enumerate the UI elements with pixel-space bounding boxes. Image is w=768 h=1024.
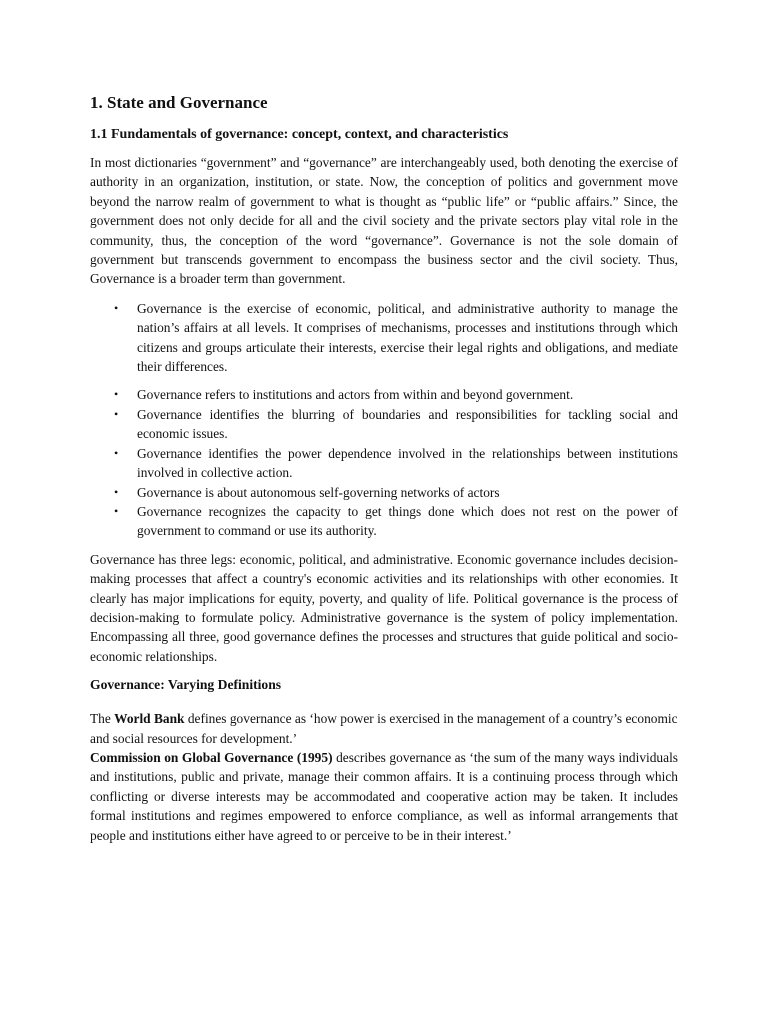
list-item — [114, 299, 678, 377]
list-item-text: Governance recognizes the capacity to get things done which does not rest on the power of government to command or use its authority. — [137, 503, 678, 539]
list-item-text: Governance is the exercise of economic, political, and administrative authority to manage the nation’s affairs at all levels. It comprises of mechanisms, processes and institutions through which citizens and groups articulate their interests, exercise their legal rights and obligations, and mediate their differences. — [137, 300, 678, 375]
document-page — [90, 92, 678, 845]
bullet-list — [90, 299, 678, 541]
list-item — [114, 444, 678, 483]
list-item — [114, 385, 678, 404]
world-bank-paragraph — [90, 709, 678, 748]
list-item-text: Governance identifies the power dependence involved in the relationships between institutions involved in collective action. — [137, 445, 678, 481]
commission-text: describes governance as ‘the sum of the many ways individuals and institutions, public and private, manage their common affairs. It is a continuing process through which conflicting or diverse interests may be accommodated and cooperative action may be taken. It includes formal institutions and regimes empowered to enforce compliance, as well as informal arrangements that people and institutions either have agreed to or perceive to be in their interest.’ — [90, 749, 678, 843]
intro-paragraph: In most dictionaries “government” and “governance” are interchangeably used, both denoting the exercise of authority in an organization, institution, or state. Now, the conception of politics and government move beyond the narrow realm of government to what is thought as “public life” or “public affairs.” Since, the government does not only decide for all and the civil society and the private sectors play vital role in the community, thus, the conception of the word “governance”. Governance is not the sole domain of government but transcends government to encompass the business sector and the civil society. Thus, Governance is a broader term than government. — [90, 155, 678, 287]
bullet-icon: • — [114, 387, 119, 402]
list-item — [114, 502, 678, 541]
world-bank-prefix: The — [90, 711, 115, 727]
bullet-icon: • — [114, 300, 119, 315]
commission-name: Commission on Global Governance (1995) — [90, 749, 333, 765]
bullet-icon: • — [114, 484, 119, 499]
three-legs-paragraph: Governance has three legs: economic, political, and administrative. Economic governance includes decision-making processes that affect a country's economic activities and its relationships with other economies. It clearly has major implications for equity, poverty, and quality of life. Political governance is the process of decision-making to formulate policy. Administrative governance is the system of policy implementation. Encompassing all three, good governance defines the processes and structures that guide political and socio-economic relationships. — [90, 551, 678, 664]
world-bank-name: World Bank — [114, 711, 185, 727]
list-item-text: Governance identifies the blurring of boundaries and responsibilities for tackling social and economic issues. — [137, 406, 678, 442]
definitions-heading: Governance: Varying Definitions — [90, 677, 282, 693]
list-item-text: Governance refers to institutions and actors from within and beyond government. — [137, 387, 574, 403]
page-title: 1. State and Governance — [90, 93, 268, 112]
world-bank-text: defines governance as ‘how power is exercised in the management of a country’s economic and social resources for development.’ — [90, 711, 678, 746]
list-item — [114, 405, 678, 444]
bullet-icon: • — [114, 406, 119, 421]
section-heading: 1.1 Fundamentals of governance: concept, context, and characteristics — [90, 127, 509, 142]
commission-paragraph — [90, 748, 678, 845]
bullet-icon: • — [114, 445, 119, 460]
list-item-text: Governance is about autonomous self-governing networks of actors — [137, 484, 500, 500]
bullet-icon: • — [114, 503, 119, 518]
list-item — [114, 483, 678, 502]
